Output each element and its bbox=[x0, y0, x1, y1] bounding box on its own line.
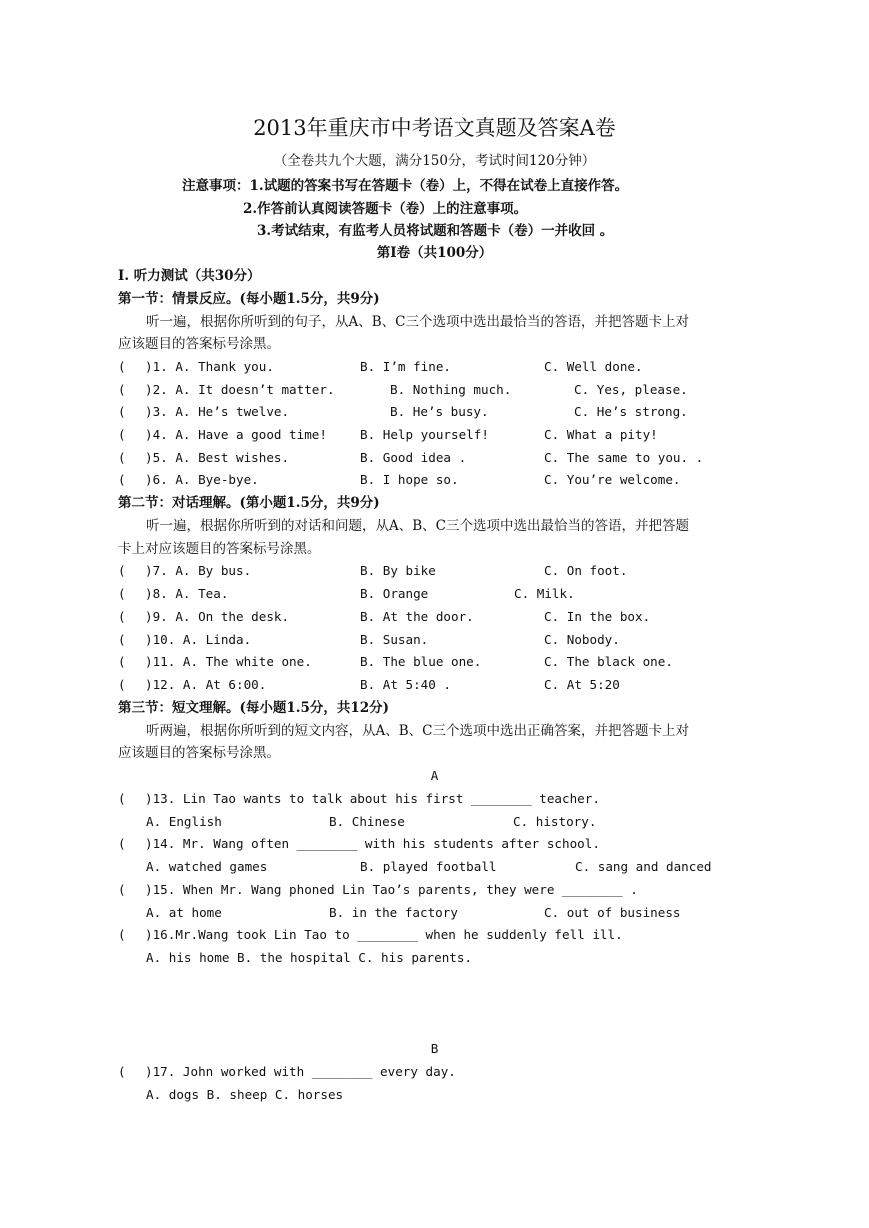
part1-heading: I. 听力测试（共30分） bbox=[118, 268, 261, 284]
volume-heading: 第Ⅰ卷（共100分） bbox=[376, 245, 493, 261]
exam-page: 2013年重庆市中考语文真题及答案A卷 （全卷共九个大题，满分150分，考试时间120分钟） 注意事项：1.试题的答案书写在答题卡（卷）上，不得在试卷上直接作答。 2.作答前认真阅读答题卡（卷）上的注意事项。 3.考试结束，有监考人员将试题和答题卡（卷）一并收回 。 第Ⅰ卷（共100分） I. 听力测试（共30分） 第一节：情景反应。(每小题1.5分，共9分) 听一遍，根据你所听到的句子，从A、B、C三个选项中选出最恰当的答语，并把答题卡上对 应该题目的答案标号涂黑。 ( )1. A. Thank you. B. I’m fine. C. Well done. ( )2. A. It doesn’t matter. B. Nothing much. C. Yes, please. ( )3. A. He’s twelve. B. He’s busy. C. He’s strong. ( )4. A. Have a good time! B. Help yourself! C. What a pity! ( )5. A. Best wishes. B. Good idea . C. The same to you. . ( )6. A. Bye-bye. B. I hope so. C. You’re welcome. 第二节：对话理解。(第小题1.5分，共9分) 听一遍，根据你所听到的对话和问题，从A、B、C三个选项中选出最恰当的答语，并把答题 卡上对应该题目的答案标号涂黑。 ( )7. A. By bus. B. By bike C. On foot. ( )8. A. Tea. B. Orange C. Milk. ( )9. A. On the desk. B. At the door. C. In the box. ( )10. A. Linda. B. Susan. C. Nobody. ( )11. A. The white one. B. The blue one. C. The black one. ( )12. A. At 6:00. B. At 5:40 . C. At 5:20 第三节：短文理解。(每小题1.5分，共12分) 听两遍，根据你所听到的短文内容，从A、B、C三个选项中选出正确答案，并把答题卡上对 应该题目的答案标号涂黑。 A ( )13. Lin Tao wants to talk about his first ________ teacher. A. English B. Chinese C. history. ( )14. Mr. Wang often ________ with his students after school. A. watched games B. played football C. sang and danced ( )15. When Mr. Wang phoned Lin Tao’s parents, they were ________ . A. at home B. in the factory C. out of business ( )16.Mr.Wang took Lin Tao to ________ when he suddenly fell ill. A. his home B. the hospital C. his parents. B ( )17. John worked with ________ every day. A. dogs B. sheep C. horses bbox=[0, 0, 869, 1228]
passage-a-label: A bbox=[430, 768, 439, 783]
notice-line-3: 3.考试结束，有监考人员将试题和答题卡（卷）一并收回 。 bbox=[257, 223, 614, 239]
sec1-heading: 第一节：情景反应。(每小题1.5分，共9分) bbox=[118, 291, 380, 307]
sec1-intro-1: 听一遍，根据你所听到的句子，从A、B、C三个选项中选出最恰当的答语，并把答题卡上对 bbox=[146, 314, 689, 330]
sec2-heading: 第二节：对话理解。(第小题1.5分，共9分) bbox=[118, 495, 380, 511]
passage-b-label: B bbox=[430, 1041, 439, 1056]
notice-line-2: 2.作答前认真阅读答题卡（卷）上的注意事项。 bbox=[243, 201, 528, 217]
sec2-intro-1: 听一遍，根据你所听到的对话和问题，从A、B、C三个选项中选出最恰当的答语，并把答题 bbox=[146, 518, 689, 534]
exam-subtitle: （全卷共九个大题，满分150分，考试时间120分钟） bbox=[273, 153, 596, 169]
sec1-intro-2: 应该题目的答案标号涂黑。 bbox=[118, 336, 280, 352]
page-title: 2013年重庆市中考语文真题及答案A卷 bbox=[253, 116, 616, 140]
notice-line-1: 注意事项：1.试题的答案书写在答题卡（卷）上，不得在试卷上直接作答。 bbox=[182, 178, 629, 194]
sec2-intro-2: 卡上对应该题目的答案标号涂黑。 bbox=[118, 541, 321, 557]
sec3-intro-1: 听两遍，根据你所听到的短文内容，从A、B、C三个选项中选出正确答案，并把答题卡上对 bbox=[146, 723, 689, 739]
sec3-intro-2: 应该题目的答案标号涂黑。 bbox=[118, 745, 280, 761]
sec3-heading: 第三节：短文理解。(每小题1.5分，共12分) bbox=[118, 700, 390, 716]
